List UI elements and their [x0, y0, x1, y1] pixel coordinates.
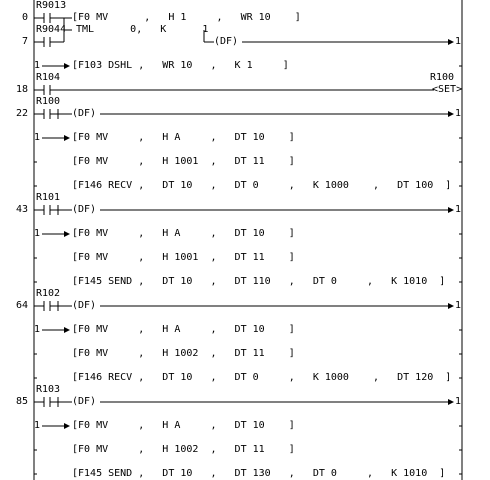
df-coil[interactable]: (DF)	[72, 300, 97, 311]
instruction-text[interactable]: [F0 MV , H A , DT 10 ]	[72, 420, 295, 431]
step-number: 64	[15, 300, 28, 311]
contact-label: R104	[36, 72, 61, 83]
coil-label: R100	[430, 72, 455, 83]
branch-marker: 1	[34, 132, 41, 143]
instruction-text[interactable]: [F0 MV , H 1001 , DT 11 ]	[72, 156, 295, 167]
step-number: 22	[15, 108, 28, 119]
branch-marker: 1	[34, 420, 41, 431]
instruction-text[interactable]: [F145 SEND , DT 10 , DT 110 , DT 0 , K 1010 ]	[72, 276, 446, 287]
rail-marker: 1	[455, 396, 462, 407]
instruction-text[interactable]: [F0 MV , H 1002 , DT 11 ]	[72, 444, 295, 455]
branch-marker: 1	[34, 324, 41, 335]
instruction-text[interactable]: [F146 RECV , DT 10 , DT 0 , K 1000 , DT 100 ]	[72, 180, 452, 191]
instruction-text[interactable]: [F0 MV , H 1 , WR 10 ]	[72, 12, 301, 23]
branch-marker: 1	[34, 228, 41, 239]
step-number: 43	[15, 204, 28, 215]
step-number: 0	[21, 12, 28, 23]
rail-marker: 1	[455, 108, 462, 119]
instruction-text[interactable]: [F0 MV , H A , DT 10 ]	[72, 132, 295, 143]
contact-label: R100	[36, 96, 61, 107]
instruction-text[interactable]: [F0 MV , H A , DT 10 ]	[72, 228, 295, 239]
rail-marker: 1	[455, 36, 462, 47]
df-coil[interactable]: (DF)	[72, 396, 97, 407]
contact-label: R103	[36, 384, 61, 395]
step-number: 18	[15, 84, 28, 95]
contact-label: R9044	[36, 24, 67, 35]
branch-marker: 1	[34, 60, 41, 71]
contact-label: R102	[36, 288, 61, 299]
set-coil[interactable]: <SET>	[432, 84, 463, 95]
rail-marker: 1	[455, 300, 462, 311]
instruction-text[interactable]: TML 0, K 1	[76, 24, 209, 35]
contact-label: R101	[36, 192, 61, 203]
instruction-text[interactable]: [F145 SEND , DT 10 , DT 130 , DT 0 , K 1010 ]	[72, 468, 446, 479]
df-coil[interactable]: (DF)	[72, 204, 97, 215]
instruction-text[interactable]: [F103 DSHL , WR 10 , K 1 ]	[72, 60, 289, 71]
step-number: 7	[21, 36, 28, 47]
instruction-text[interactable]: [F0 MV , H 1002 , DT 11 ]	[72, 348, 295, 359]
step-number: 85	[15, 396, 28, 407]
instruction-text[interactable]: [F0 MV , H A , DT 10 ]	[72, 324, 295, 335]
df-coil[interactable]: (DF)	[72, 108, 97, 119]
instruction-text[interactable]: [F0 MV , H 1001 , DT 11 ]	[72, 252, 295, 263]
contact-label: R9013	[36, 0, 67, 11]
instruction-text[interactable]: [F146 RECV , DT 10 , DT 0 , K 1000 , DT 120 ]	[72, 372, 452, 383]
rail-marker: 1	[455, 204, 462, 215]
df-coil[interactable]: (DF)	[214, 36, 239, 47]
